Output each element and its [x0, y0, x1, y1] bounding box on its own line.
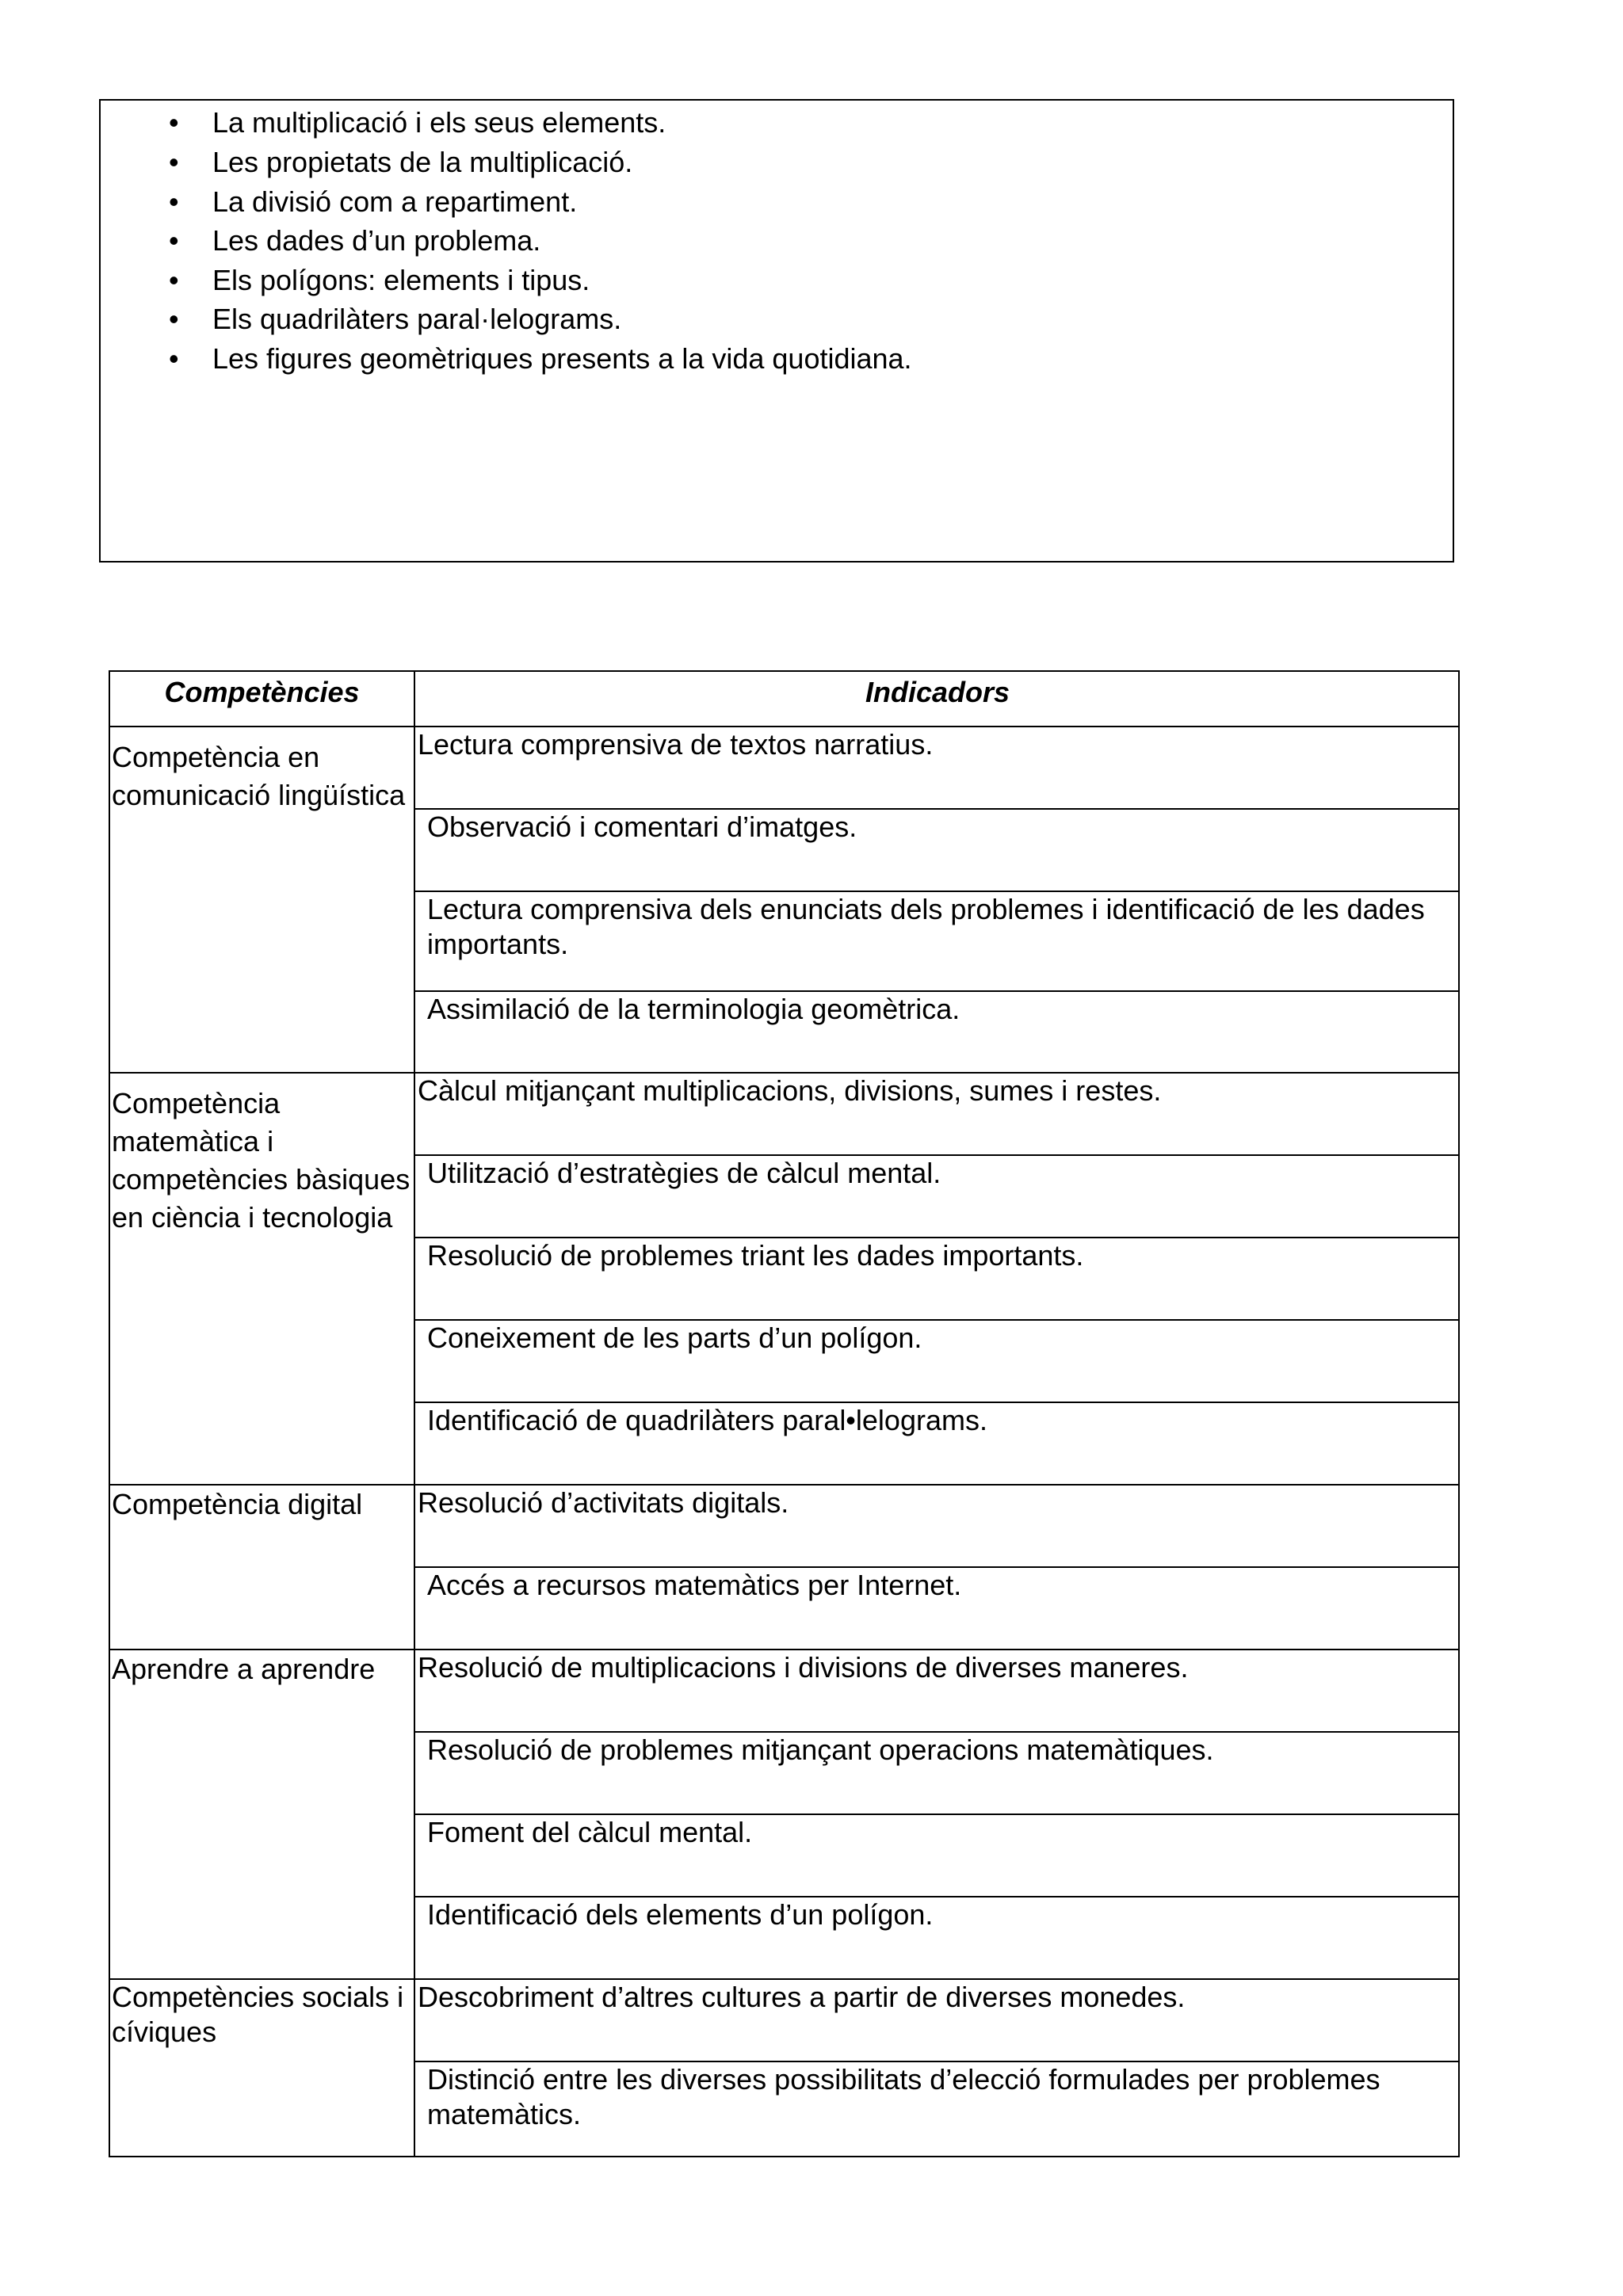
bullet-icon: • — [169, 303, 179, 335]
competence-label: Competència matemàtica i competències bàsiques en ciència i tecnologia — [112, 1087, 411, 1234]
indicator-cell: Resolució de multiplicacions i divisions de diverses maneres. — [418, 1651, 1189, 1684]
bullet-icon: • — [169, 264, 179, 296]
indicator-cell: Foment del càlcul mental. — [427, 1816, 753, 1848]
competence-label: Aprendre a aprendre — [112, 1653, 376, 1685]
indicator-cell: Descobriment d’altres cultures a partir de diverses monedes. — [418, 1981, 1186, 2013]
header-competencies: Competències — [164, 676, 360, 708]
indicator-cell: Utilització d’estratègies de càlcul mental. — [427, 1157, 941, 1189]
indicator-cell: Lectura comprensiva de textos narratius. — [418, 728, 934, 761]
indicator-cell: Assimilació de la terminologia geomètrica. — [427, 993, 960, 1025]
contents-box: • La multiplicació i els seus elements. • Les propietats de la multiplicació. • La divisió com a repartiment. • Les dades d’un problema. • Els polígons: elements i tipus. • Els quadrilàters paral·lelograms. • Les figures geomètriques presents a la vida quotidiana. — [99, 99, 1454, 563]
bullet-icon: • — [169, 224, 179, 257]
indicator-cell: Identificació de quadrilàters paral•lelograms. — [427, 1404, 987, 1436]
bullet-icon: • — [169, 106, 179, 139]
indicator-cell: Resolució de problemes mitjançant operacions matemàtiques. — [427, 1733, 1214, 1766]
bullet-icon: • — [169, 342, 179, 375]
indicator-cell: Resolució d’activitats digitals. — [418, 1486, 789, 1519]
bullet-icon: • — [169, 185, 179, 218]
competences-table — [109, 670, 1460, 2157]
competence-label: Competència en comunicació lingüística — [112, 741, 406, 811]
column-divider — [414, 672, 415, 2156]
header-indicators: Indicadors — [865, 676, 1010, 708]
indicator-cell: Càlcul mitjançant multiplicacions, divisions, sumes i restes. — [418, 1074, 1162, 1107]
bullet-icon: • — [169, 146, 179, 178]
competence-label: Competència digital — [112, 1488, 363, 1520]
indicator-cell: Identificació dels elements d’un polígon. — [427, 1898, 934, 1931]
indicator-cell: Resolució de problemes triant les dades importants. — [427, 1239, 1084, 1272]
indicator-cell: Observació i comentari d’imatges. — [427, 810, 857, 843]
indicator-cell: Lectura comprensiva dels enunciats dels problemes i identificació de les dades importants. — [427, 893, 1425, 960]
indicator-cell: Accés a recursos matemàtics per Internet. — [427, 1569, 962, 1601]
indicator-cell: Distinció entre les diverses possibilitats d’elecció formulades per problemes matemàtics. — [427, 2063, 1381, 2130]
indicator-cell: Coneixement de les parts d’un polígon. — [427, 1322, 922, 1354]
competence-label: Competències socials i cíviques — [112, 1981, 404, 2048]
